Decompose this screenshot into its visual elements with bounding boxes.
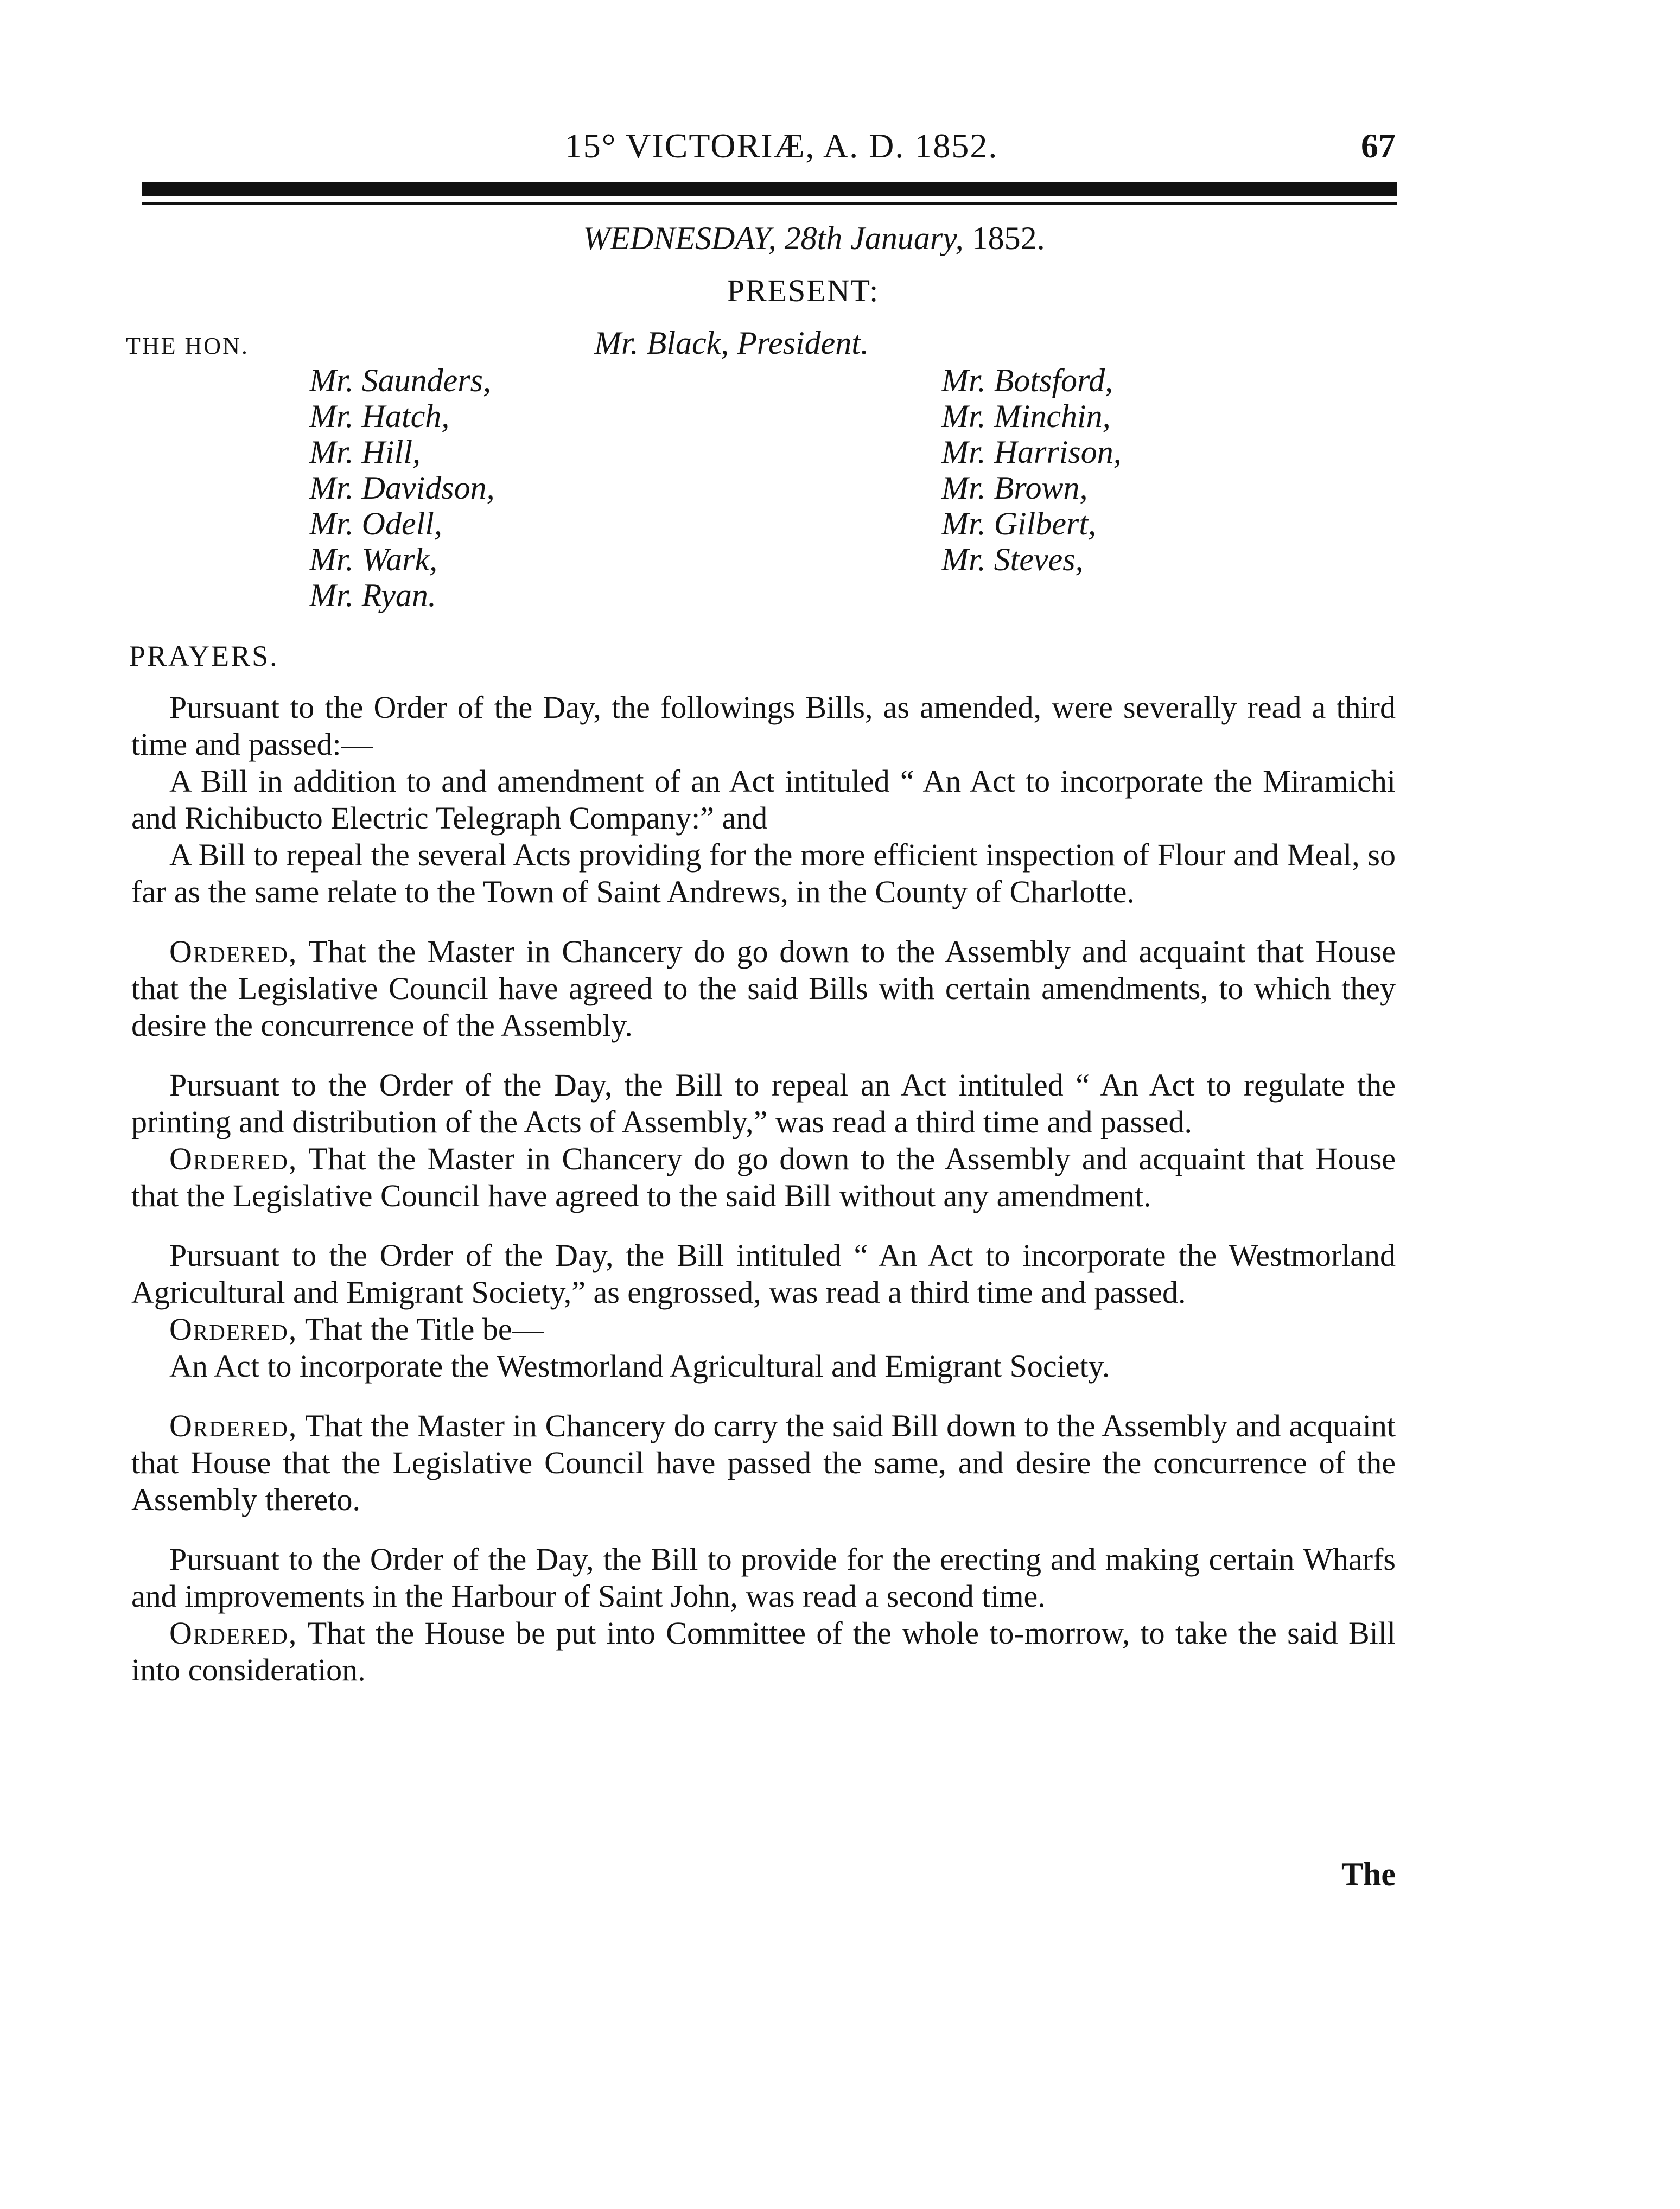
members-left-column: [309, 362, 495, 613]
ordered-label: Ordered,: [169, 1408, 298, 1443]
ordered-label: Ordered,: [169, 1141, 298, 1176]
member-name: Mr. Minchin,: [941, 398, 1111, 434]
member-name: Mr. Davidson,: [309, 470, 495, 506]
paragraph-text: That the House be put into Committee of the whole to-morrow, to take the said Bill into consideration.: [131, 1615, 1396, 1688]
paragraph-title: An Act to incorporate the Westmorland Agricultural and Emigrant Society.: [169, 1348, 1110, 1384]
paragraph-ordered: [131, 933, 1396, 1044]
member-name: Mr. Hill,: [309, 434, 421, 470]
paragraph-wharfs: Pursuant to the Order of the Day, the Bill to provide for the erecting and making certain Wharfs and improvements in the Harbour of Saint John, was read a second time.: [131, 1542, 1396, 1614]
header-rule-thin: [142, 202, 1397, 205]
member-name: Mr. Botsford,: [941, 362, 1113, 398]
ordered-label: Ordered,: [169, 934, 298, 969]
paragraph-text: That the Title be—: [304, 1312, 544, 1347]
prayers-heading: PRAYERS.: [129, 640, 279, 672]
paragraph-ordered: [131, 1141, 1396, 1214]
the-hon-label: THE HON.: [126, 333, 249, 359]
minutes-body: [131, 689, 1396, 1689]
member-name: Mr. Saunders,: [309, 362, 492, 398]
member-name: Mr. Ryan.: [309, 577, 436, 613]
present-label: PRESENT:: [727, 273, 880, 308]
paragraph-text: That the Master in Chancery do go down to the Assembly and acquaint that House that the Legislative Council have agreed to the said Bills with certain amendments, to which they desire the concurrence of the Assembly.: [131, 934, 1396, 1043]
session-day: WEDNESDAY,: [583, 220, 777, 256]
page-number: 67: [1361, 126, 1396, 165]
session-date: [434, 220, 1194, 257]
paragraph-bill-flour: A Bill to repeal the several Acts providing for the more efficient inspection of Flour and Meal, so far as the same relate to the Town of Saint Andrews, in the County of Charlotte.: [131, 837, 1396, 909]
paragraph-text: That the Master in Chancery do carry the said Bill down to the Assembly and acquaint that House that the Legislative Council have passed the same, and desire the concurrence of the Assembly thereto.: [131, 1408, 1396, 1517]
paragraph-printing-act: Pursuant to the Order of the Day, the Bill to repeal an Act intituled “ An Act to regulate the printing and distribution of the Acts of Assembly,” was read a third time and passed.: [131, 1067, 1396, 1139]
running-head: 15° VICTORIÆ, A. D. 1852.: [564, 126, 998, 165]
members-right-column: [941, 362, 1122, 577]
member-name: Mr. Steves,: [941, 542, 1084, 577]
ordered-label: Ordered,: [169, 1312, 298, 1347]
paragraph-text: That the Master in Chancery do go down to the Assembly and acquaint that House that the Legislative Council have agreed to the said Bill without any amendment.: [131, 1141, 1396, 1213]
header-rule-thick: [142, 182, 1397, 196]
president-name: Mr. Black, President.: [594, 325, 869, 361]
ordered-label: Ordered,: [169, 1615, 298, 1651]
member-name: Mr. Hatch,: [309, 398, 450, 434]
member-name: Mr. Odell,: [309, 506, 442, 542]
session-year: 1852.: [971, 220, 1045, 256]
paragraph-third-reading: Pursuant to the Order of the Day, the followings Bills, as amended, were severally read a third time and passed:—: [131, 690, 1396, 762]
paragraph-ordered: [131, 1311, 1396, 1348]
member-name: Mr. Wark,: [309, 542, 438, 577]
paragraph-westmorland: Pursuant to the Order of the Day, the Bill intituled “ An Act to incorporate the Westmorland Agricultural and Emigrant Society,” as engrossed, was read a third time and passed.: [131, 1238, 1396, 1310]
member-name: Mr. Harrison,: [941, 434, 1122, 470]
paragraph-bill-telegraph: A Bill in addition to and amendment of an Act intituled “ An Act to incorporate the Miramichi and Richibucto Electric Telegraph Company:” and: [131, 763, 1396, 836]
session-date-text: 28th January,: [784, 220, 964, 256]
paragraph-ordered: [131, 1408, 1396, 1518]
paragraph-ordered: [131, 1615, 1396, 1689]
member-name: Mr. Brown,: [941, 470, 1088, 506]
member-name: Mr. Gilbert,: [941, 506, 1096, 542]
catchword: The: [1341, 1856, 1396, 1892]
